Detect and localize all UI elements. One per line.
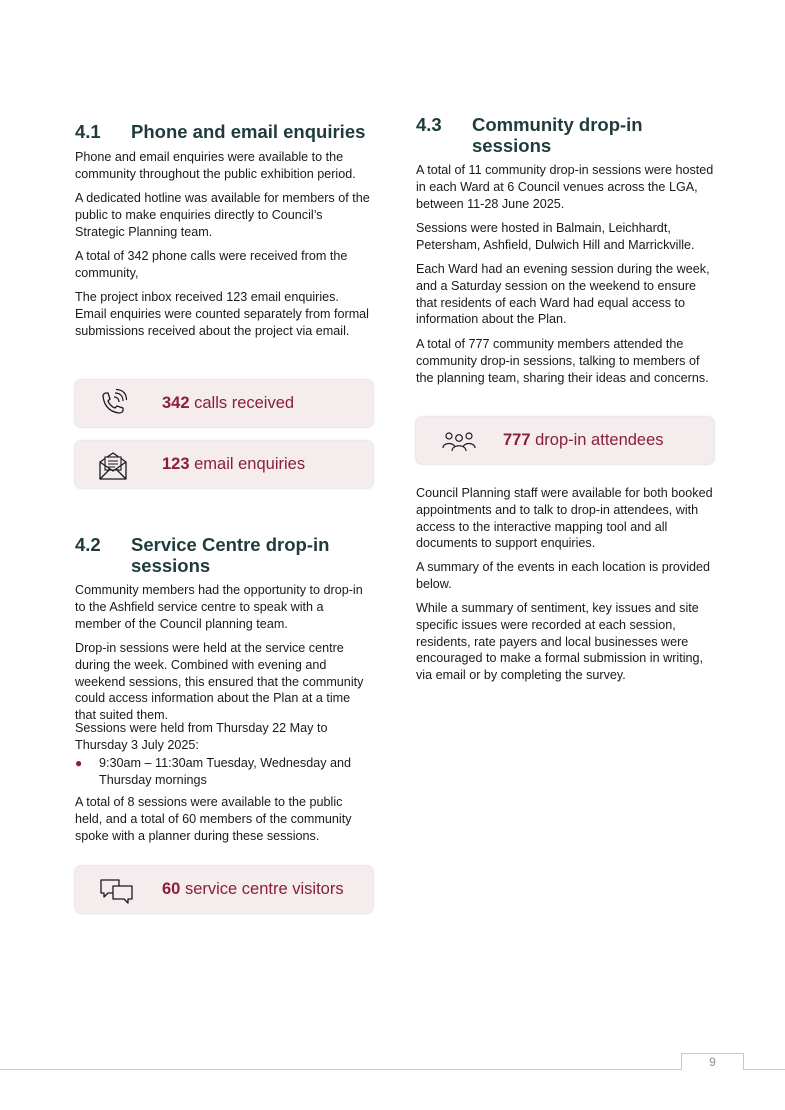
chat-bubbles-icon	[97, 874, 135, 906]
stat-label: drop-in attendees	[530, 431, 664, 449]
stat-value: 123	[162, 455, 190, 473]
stat-emails-text	[162, 455, 305, 474]
footer-divider	[0, 1069, 785, 1070]
bullet-text: 9:30am – 11:30am Tuesday, Wednesday and Thursday mornings	[99, 756, 352, 787]
paragraph: A summary of the events in each location is provided below.	[416, 560, 711, 591]
people-group-icon	[440, 425, 478, 457]
stat-label: service centre visitors	[180, 880, 344, 898]
section-title: Community drop-in sessions	[472, 114, 643, 156]
section-4-3-heading	[416, 114, 714, 156]
paragraph: A total of 8 sessions were available to the public held, and a total of 60 members of the community spoke with a planner during these sessions.	[75, 795, 352, 843]
paragraph: A total of 777 community members attended the community drop-in sessions, talking to members of the planning team, sharing their ideas and concerns.	[416, 337, 709, 385]
stat-value: 60	[162, 880, 181, 898]
paragraph: A dedicated hotline was available for members of the public to make enquiries directly to Council’s Strategic Planning team.	[75, 191, 370, 239]
bullet-icon: ●	[75, 756, 83, 770]
section-4-2-heading	[75, 534, 373, 576]
stat-attendees-text	[503, 431, 664, 450]
page-number: 9	[681, 1053, 744, 1070]
stat-calls-box	[75, 380, 373, 427]
stat-visitors-text	[162, 880, 344, 899]
paragraph: The project inbox received 123 email enquiries. Email enquiries were counted separately from formal submissions received about the project via email.	[75, 290, 369, 338]
paragraph: Council Planning staff were available for both booked appointments and to talk to drop-in attendees, with access to the interactive mapping tool and all documents to support enquiries.	[416, 486, 713, 551]
paragraph: Each Ward had an evening session during the week, and a Saturday session on the weekend to ensure that residents of each Ward had equal access to information about the Plan.	[416, 262, 710, 327]
paragraph: Sessions were held from Thursday 22 May to Thursday 3 July 2025:	[75, 721, 328, 752]
stat-emails-box	[75, 441, 373, 488]
paragraph: Community members had the opportunity to drop-in to the Ashfield service centre to speak with a member of the Council planning team.	[75, 583, 363, 631]
paragraph: Phone and email enquiries were available to the community throughout the public exhibition period.	[75, 150, 356, 181]
email-icon	[97, 449, 129, 481]
stat-calls-text	[162, 394, 294, 413]
section-number: 4.1	[75, 121, 101, 142]
stat-attendees-box	[416, 417, 714, 464]
paragraph: While a summary of sentiment, key issues and site specific issues were recorded at each session, residents, rate payers and local businesses were encouraged to make a formal submission in writing, via email or by completing the survey.	[416, 601, 703, 683]
stat-value: 777	[503, 431, 531, 449]
section-4-1-heading	[75, 121, 365, 142]
stat-value: 342	[162, 394, 190, 412]
stat-visitors-box	[75, 866, 373, 913]
paragraph: Sessions were hosted in Balmain, Leichhardt, Petersham, Ashfield, Dulwich Hill and Marrickville.	[416, 221, 695, 252]
paragraph: Drop-in sessions were held at the service centre during the week. Combined with evening and weekend sessions, this ensured that the community could access information about the Plan at a time that suited them.	[75, 641, 364, 723]
section-title: Phone and email enquiries	[131, 121, 366, 142]
list-item	[75, 755, 373, 789]
section-number: 4.3	[416, 114, 442, 135]
paragraph: A total of 342 phone calls were received from the community,	[75, 249, 348, 280]
section-title: Service Centre drop-in sessions	[131, 534, 330, 576]
phone-icon	[97, 388, 129, 420]
paragraph: A total of 11 community drop-in sessions were hosted in each Ward at 6 Council venues across the LGA, between 11-28 June 2025.	[416, 163, 714, 211]
stat-label: email enquiries	[189, 455, 306, 473]
stat-label: calls received	[189, 394, 295, 412]
section-number: 4.2	[75, 534, 101, 555]
